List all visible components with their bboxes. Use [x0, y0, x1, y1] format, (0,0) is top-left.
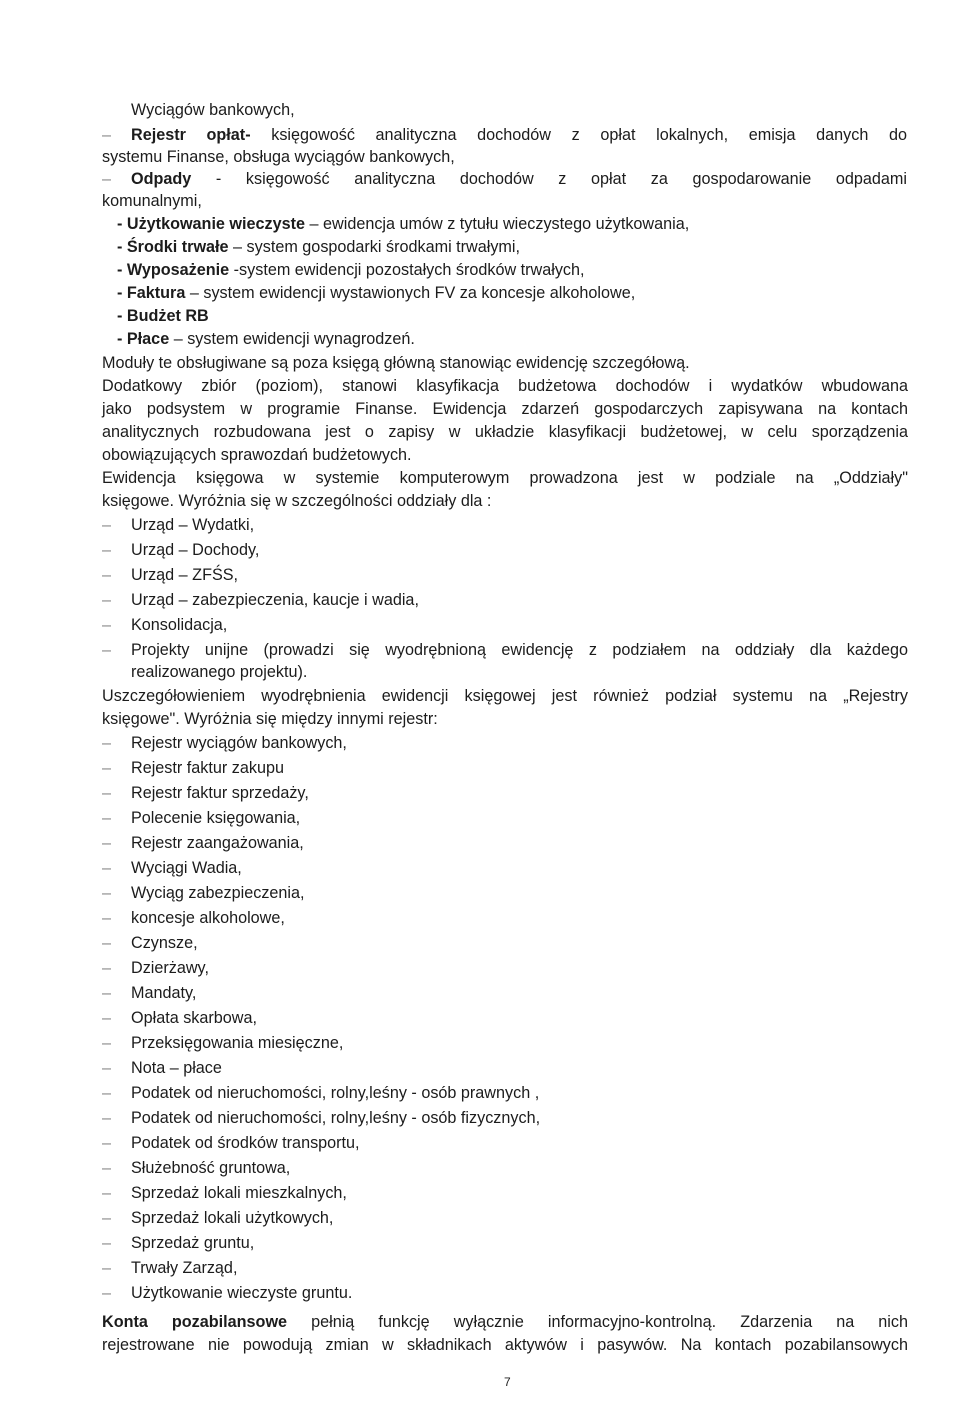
- paragraph-line: rejestrowane nie powodują zmian w składnikach aktywów i pasywów. Na kontach pozabilansowych: [102, 1336, 908, 1354]
- list-dash: –: [102, 170, 112, 188]
- list-dash: –: [102, 1084, 112, 1102]
- list-dash: –: [102, 1184, 112, 1202]
- list-item: Projekty unijne (prowadzi się wyodrębnioną ewidencję z podziałem na oddziały dla każdego: [131, 641, 908, 659]
- list-item: Sprzedaż gruntu,: [131, 1234, 255, 1252]
- module-budzet-rb: [117, 305, 209, 327]
- list-dash: –: [102, 734, 112, 752]
- page-number: 7: [504, 1375, 511, 1389]
- list-item: Dzierżawy,: [131, 959, 209, 977]
- module-uzytkowanie-wieczyste: [117, 213, 689, 235]
- list-item: Podatek od nieruchomości, rolny,leśny - osób prawnych ,: [131, 1084, 540, 1102]
- list-dash: –: [102, 1134, 112, 1152]
- module-title: - Płace: [117, 330, 170, 348]
- list-item: Podatek od środków transportu,: [131, 1134, 360, 1152]
- list-item: Konsolidacja,: [131, 616, 228, 634]
- module-title: Odpady: [131, 170, 192, 188]
- list-dash: –: [102, 1059, 112, 1077]
- list-item: Rejestr faktur zakupu: [131, 759, 284, 777]
- list-dash: –: [102, 759, 112, 777]
- module-odpady: [131, 168, 907, 190]
- list-item: Rejestr faktur sprzedaży,: [131, 784, 309, 802]
- list-item: Urząd – ZFŚS,: [131, 566, 239, 584]
- list-dash: –: [102, 884, 112, 902]
- list-item-cont: realizowanego projektu).: [131, 663, 308, 681]
- module-title: - Faktura: [117, 284, 186, 302]
- paragraph-line: Ewidencja księgowa w systemie komputerowym prowadzona jest w podziale na „Oddziały": [102, 469, 908, 487]
- module-odpady-cont: komunalnymi,: [102, 192, 202, 210]
- list-item: Przeksięgowania miesięczne,: [131, 1034, 344, 1052]
- list-item: koncesje alkoholowe,: [131, 909, 285, 927]
- list-item: Urząd – Dochody,: [131, 541, 260, 559]
- paragraph-line: jako podsystem w programie Finanse. Ewidencja zdarzeń gospodarczych zapisywana na kontach: [102, 400, 908, 418]
- module-title: - Środki trwałe: [117, 238, 229, 256]
- paragraph-line: księgowe". Wyróżnia się między innymi rejestr:: [102, 710, 438, 728]
- pozabilansowe-text: pełnią funkcję wyłącznie informacyjno-kontrolną. Zdarzenia na nich: [287, 1313, 908, 1331]
- list-dash: –: [102, 1234, 112, 1252]
- list-item: Sprzedaż lokali mieszkalnych,: [131, 1184, 347, 1202]
- module-rejestr-oplat: [131, 124, 907, 146]
- list-item: Rejestr wyciągów bankowych,: [131, 734, 347, 752]
- module-title: - Użytkowanie wieczyste: [117, 215, 306, 233]
- list-item: Wyciąg zabezpieczenia,: [131, 884, 305, 902]
- list-item: Urząd – Wydatki,: [131, 516, 255, 534]
- list-item: Rejestr zaangażowania,: [131, 834, 304, 852]
- list-dash: –: [102, 784, 112, 802]
- paragraph-line: Moduły te obsługiwane są poza księgą główną stanowiąc ewidencję szczegółową.: [102, 354, 690, 372]
- list-dash: –: [102, 126, 112, 144]
- list-dash: –: [102, 616, 112, 634]
- list-item: Nota – płace: [131, 1059, 222, 1077]
- list-dash: –: [102, 1109, 112, 1127]
- list-item: Sprzedaż lokali użytkowych,: [131, 1209, 334, 1227]
- module-title: - Budżet RB: [117, 307, 209, 325]
- list-dash: –: [102, 641, 112, 659]
- list-item: Trwały Zarząd,: [131, 1259, 238, 1277]
- list-dash: –: [102, 541, 112, 559]
- list-dash: –: [102, 834, 112, 852]
- list-item: Użytkowanie wieczyste gruntu.: [131, 1284, 353, 1302]
- list-dash: –: [102, 984, 112, 1002]
- module-srodki-trwale: [117, 236, 520, 258]
- paragraph-line: obowiązujących sprawozdań budżetowych.: [102, 446, 412, 464]
- list-item: Mandaty,: [131, 984, 197, 1002]
- module-wyposazenie: [117, 259, 585, 281]
- list-dash: –: [102, 959, 112, 977]
- list-dash: –: [102, 1284, 112, 1302]
- module-faktura: [117, 282, 635, 304]
- module-description: – ewidencja umów z tytułu wieczystego użytkowania,: [305, 215, 690, 233]
- paragraph-line: analitycznych rozbudowana jest o zapisy w układzie klasyfikacji budżetowej, w celu sporządzenia: [102, 423, 908, 441]
- list-dash: –: [102, 809, 112, 827]
- module-description: księgowość analityczna dochodów z opłat lokalnych, emisja danych do: [250, 126, 907, 144]
- list-item: Podatek od nieruchomości, rolny,leśny - osób fizycznych,: [131, 1109, 541, 1127]
- list-dash: –: [102, 1209, 112, 1227]
- module-description: -system ewidencji pozostałych środków trwałych,: [229, 261, 585, 279]
- module-title: - Wyposażenie: [117, 261, 230, 279]
- list-item: Polecenie księgowania,: [131, 809, 301, 827]
- list-dash: –: [102, 566, 112, 584]
- pozabilansowe-title: Konta pozabilansowe: [102, 1313, 288, 1331]
- module-title: Rejestr opłat-: [131, 126, 251, 144]
- list-dash: –: [102, 1009, 112, 1027]
- module-description: – system ewidencji wynagrodzeń.: [169, 330, 415, 348]
- list-dash: –: [102, 1034, 112, 1052]
- list-dash: –: [102, 1159, 112, 1177]
- module-place: [117, 328, 415, 350]
- module-description: – system ewidencji wystawionych FV za koncesje alkoholowe,: [185, 284, 636, 302]
- modules-line: Wyciągów bankowych,: [131, 101, 295, 119]
- module-description: - księgowość analityczna dochodów z opłat za gospodarowanie odpadami: [191, 170, 907, 188]
- list-item: Wyciągi Wadia,: [131, 859, 242, 877]
- list-item: Opłata skarbowa,: [131, 1009, 257, 1027]
- list-dash: –: [102, 516, 112, 534]
- list-dash: –: [102, 591, 112, 609]
- list-item: Służebność gruntowa,: [131, 1159, 291, 1177]
- list-dash: –: [102, 859, 112, 877]
- list-dash: –: [102, 1259, 112, 1277]
- paragraph-line: Dodatkowy zbiór (poziom), stanowi klasyfikacja budżetowa dochodów i wydatków wbudowana: [102, 377, 908, 395]
- pozabilansowe-line: [102, 1311, 908, 1333]
- paragraph-line: księgowe. Wyróżnia się w szczególności oddziały dla :: [102, 492, 492, 510]
- module-description: – system gospodarki środkami trwałymi,: [228, 238, 521, 256]
- paragraph-line: Uszczegółowieniem wyodrębnienia ewidencji księgowej jest również podział systemu na „Rejestry: [102, 687, 908, 705]
- list-item: Urząd – zabezpieczenia, kaucje i wadia,: [131, 591, 419, 609]
- module-rejestr-oplat-cont: systemu Finanse, obsługa wyciągów bankowych,: [102, 148, 455, 166]
- list-item: Czynsze,: [131, 934, 198, 952]
- list-dash: –: [102, 909, 112, 927]
- list-dash: –: [102, 934, 112, 952]
